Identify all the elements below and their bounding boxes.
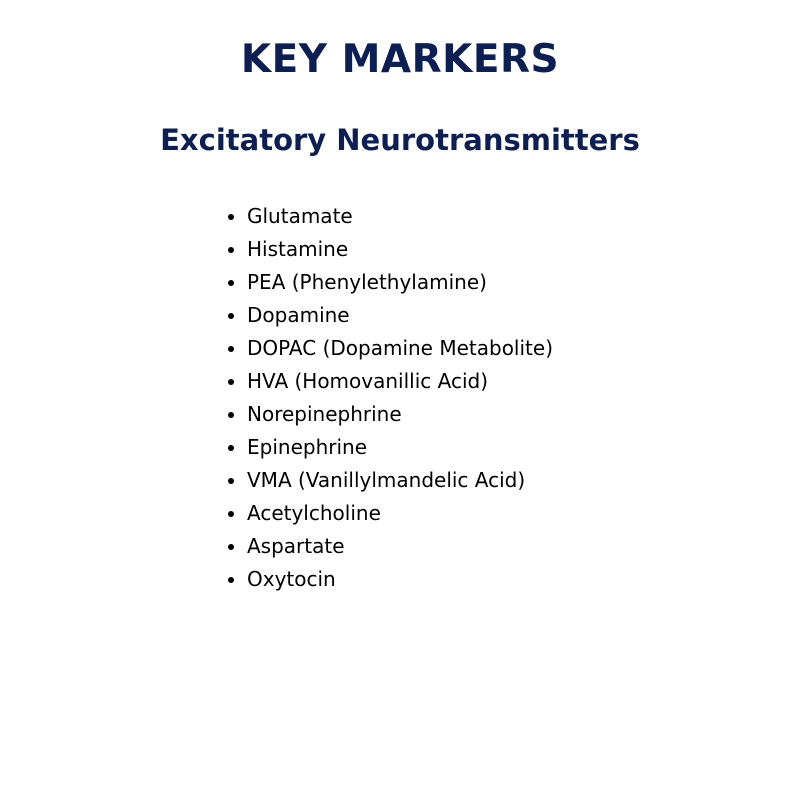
bullet-icon [228, 280, 234, 286]
bullet-icon [228, 313, 234, 319]
section-subtitle: Excitatory Neurotransmitters [160, 123, 640, 157]
list-item [228, 200, 553, 233]
list-item-label: HVA (Homovanillic Acid) [247, 369, 489, 393]
list-item [228, 398, 553, 431]
list-item-label: Epinephrine [247, 435, 367, 459]
bullet-icon [228, 544, 234, 550]
list-item [228, 299, 553, 332]
bullet-icon [228, 445, 234, 451]
list-item [228, 233, 553, 266]
list-item-label: VMA (Vanillylmandelic Acid) [247, 468, 526, 492]
list-item [228, 266, 553, 299]
bullet-icon [228, 511, 234, 517]
list-item [228, 530, 553, 563]
bullet-icon [228, 412, 234, 418]
list-item [228, 431, 553, 464]
bullet-icon [228, 346, 234, 352]
marker-list [228, 200, 553, 596]
bullet-icon [228, 478, 234, 484]
page-title: KEY MARKERS [240, 37, 560, 82]
list-item [228, 464, 553, 497]
bullet-icon [228, 379, 234, 385]
list-item-label: Dopamine [247, 303, 350, 327]
bullet-icon [228, 214, 234, 220]
list-item-label: Norepinephrine [247, 402, 402, 426]
list-item-label: DOPAC (Dopamine Metabolite) [247, 336, 553, 360]
list-item [228, 563, 553, 596]
list-item-label: Oxytocin [247, 567, 336, 591]
list-item [228, 497, 553, 530]
bullet-icon [228, 577, 234, 583]
list-item-label: PEA (Phenylethylamine) [247, 270, 487, 294]
list-item-label: Aspartate [247, 534, 345, 558]
bullet-icon [228, 247, 234, 253]
list-item [228, 332, 553, 365]
list-item-label: Glutamate [247, 204, 353, 228]
list-item-label: Histamine [247, 237, 349, 261]
list-item [228, 365, 553, 398]
list-item-label: Acetylcholine [247, 501, 381, 525]
